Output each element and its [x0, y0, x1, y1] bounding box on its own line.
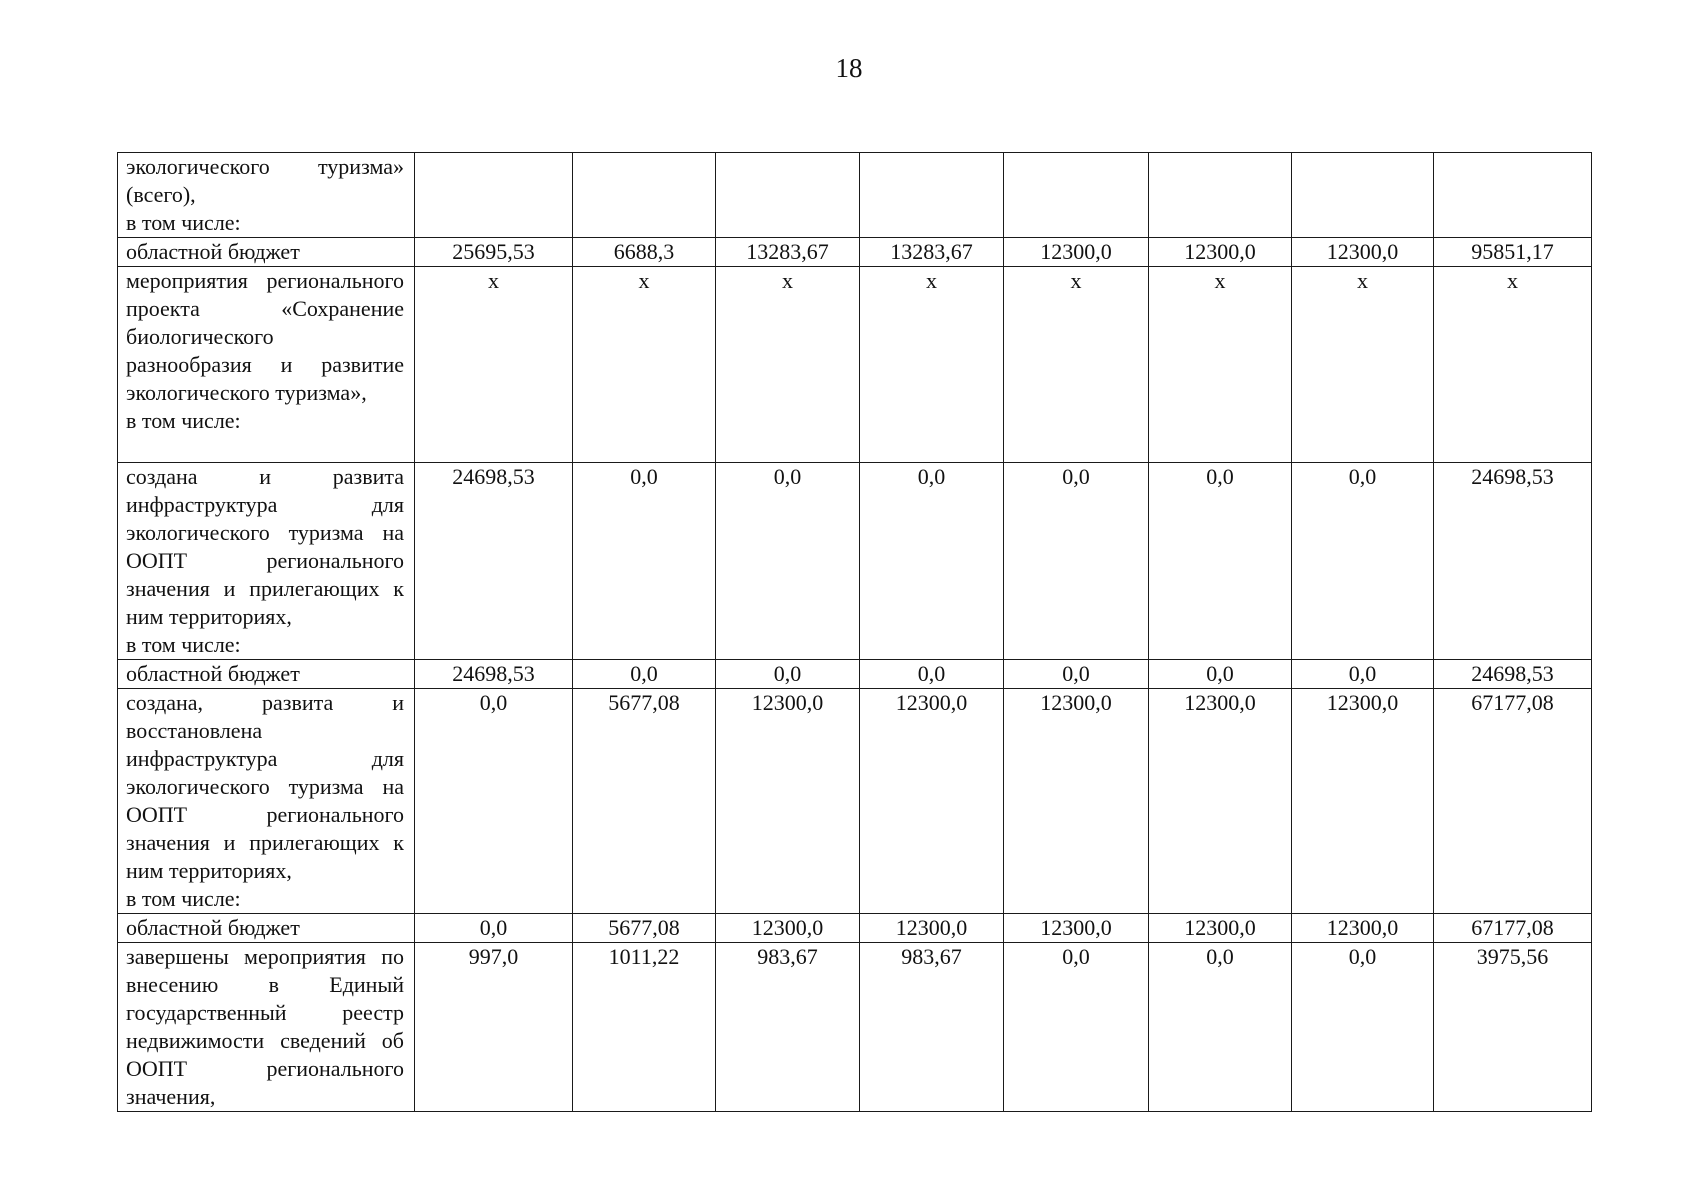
- value-cell: 12300,0: [1292, 914, 1434, 943]
- value-cell: [1434, 153, 1592, 238]
- row-label: экологического туризма» (всего), в том числе:: [118, 153, 415, 238]
- value-cell: х: [1004, 267, 1149, 463]
- value-cell: 0,0: [415, 689, 573, 914]
- table-row: [118, 238, 1592, 267]
- value-cell: 0,0: [415, 914, 573, 943]
- value-cell: 12300,0: [1292, 689, 1434, 914]
- value-cell: 12300,0: [1004, 914, 1149, 943]
- value-cell: 13283,67: [860, 238, 1004, 267]
- value-cell: 983,67: [860, 943, 1004, 1112]
- value-cell: [1004, 153, 1149, 238]
- value-cell: 0,0: [1004, 943, 1149, 1112]
- value-cell: 12300,0: [1149, 689, 1292, 914]
- value-cell: 24698,53: [1434, 463, 1592, 660]
- value-cell: х: [1434, 267, 1592, 463]
- row-label: областной бюджет: [118, 238, 415, 267]
- table-row: [118, 689, 1592, 914]
- value-cell: 6688,3: [573, 238, 716, 267]
- value-cell: 12300,0: [860, 689, 1004, 914]
- row-label: мероприятия регионального проекта «Сохранение биологического разнообразия и развитие экологического туризма», в том числе:: [118, 267, 415, 463]
- value-cell: 0,0: [1004, 660, 1149, 689]
- row-label: областной бюджет: [118, 660, 415, 689]
- value-cell: [716, 153, 860, 238]
- row-label: областной бюджет: [118, 914, 415, 943]
- value-cell: [860, 153, 1004, 238]
- value-cell: х: [573, 267, 716, 463]
- value-cell: х: [716, 267, 860, 463]
- value-cell: 0,0: [1292, 463, 1434, 660]
- value-cell: 0,0: [573, 660, 716, 689]
- value-cell: 12300,0: [1004, 689, 1149, 914]
- value-cell: 95851,17: [1434, 238, 1592, 267]
- value-cell: 12300,0: [1292, 238, 1434, 267]
- value-cell: 12300,0: [1004, 238, 1149, 267]
- value-cell: 24698,53: [415, 660, 573, 689]
- value-cell: 0,0: [1292, 660, 1434, 689]
- value-cell: 5677,08: [573, 689, 716, 914]
- table-row: [118, 267, 1592, 463]
- table-row: [118, 153, 1592, 238]
- value-cell: х: [860, 267, 1004, 463]
- value-cell: 1011,22: [573, 943, 716, 1112]
- page-number: 18: [835, 53, 863, 83]
- value-cell: 24698,53: [1434, 660, 1592, 689]
- value-cell: 0,0: [716, 463, 860, 660]
- value-cell: 0,0: [1004, 463, 1149, 660]
- value-cell: 0,0: [716, 660, 860, 689]
- value-cell: 0,0: [1292, 943, 1434, 1112]
- table-row: [118, 660, 1592, 689]
- value-cell: 0,0: [860, 660, 1004, 689]
- value-cell: 3975,56: [1434, 943, 1592, 1112]
- value-cell: 12300,0: [860, 914, 1004, 943]
- value-cell: 0,0: [1149, 660, 1292, 689]
- value-cell: 983,67: [716, 943, 860, 1112]
- value-cell: [1149, 153, 1292, 238]
- value-cell: 0,0: [1149, 943, 1292, 1112]
- value-cell: 12300,0: [716, 914, 860, 943]
- table-row: [118, 914, 1592, 943]
- value-cell: 13283,67: [716, 238, 860, 267]
- value-cell: 67177,08: [1434, 914, 1592, 943]
- row-label: завершены мероприятия по внесению в Единый государственный реестр недвижимости сведений об ООПТ регионального значения,: [118, 943, 415, 1112]
- row-label: создана, развита и восстановлена инфраструктура для экологического туризма на ООПТ регионального значения и прилегающих к ним территориях, в том числе:: [118, 689, 415, 914]
- value-cell: х: [1149, 267, 1292, 463]
- value-cell: 12300,0: [1149, 914, 1292, 943]
- value-cell: х: [1292, 267, 1434, 463]
- value-cell: 67177,08: [1434, 689, 1592, 914]
- value-cell: 12300,0: [716, 689, 860, 914]
- value-cell: 0,0: [573, 463, 716, 660]
- value-cell: [573, 153, 716, 238]
- value-cell: [1292, 153, 1434, 238]
- table-row: [118, 943, 1592, 1112]
- budget-table-body: [118, 153, 1592, 1112]
- value-cell: 997,0: [415, 943, 573, 1112]
- budget-table: [117, 152, 1592, 1112]
- row-label: создана и развита инфраструктура для экологического туризма на ООПТ регионального значения и прилегающих к ним территориях, в том числе:: [118, 463, 415, 660]
- value-cell: х: [415, 267, 573, 463]
- value-cell: 0,0: [860, 463, 1004, 660]
- value-cell: 25695,53: [415, 238, 573, 267]
- value-cell: [415, 153, 573, 238]
- value-cell: 12300,0: [1149, 238, 1292, 267]
- value-cell: 5677,08: [573, 914, 716, 943]
- value-cell: 0,0: [1149, 463, 1292, 660]
- value-cell: 24698,53: [415, 463, 573, 660]
- table-row: [118, 463, 1592, 660]
